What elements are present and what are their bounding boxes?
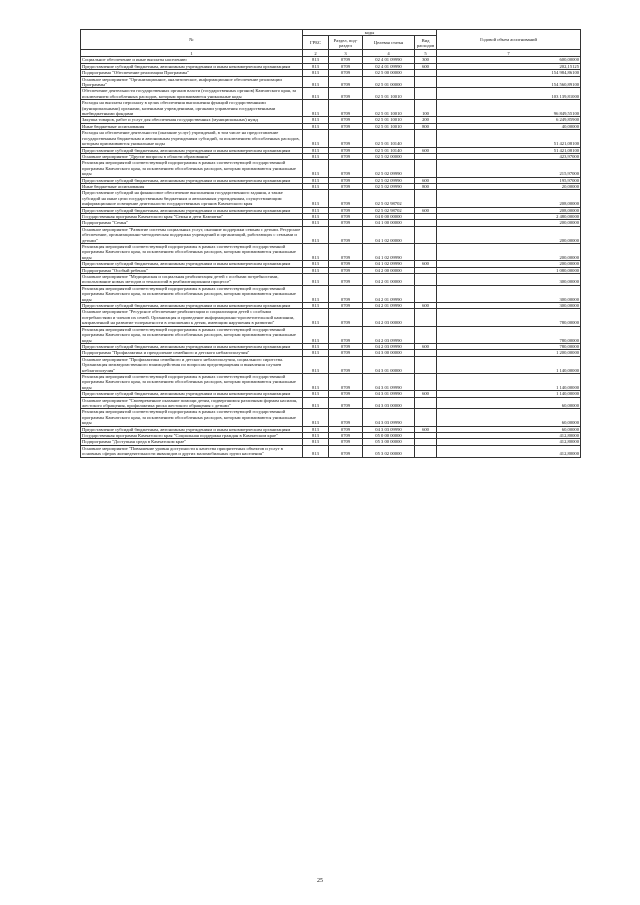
header-amount: Годовой объем ассигнований	[437, 30, 581, 50]
row-target: 05 3 02 00000	[363, 445, 415, 457]
header-codes: коды	[303, 30, 437, 36]
row-vr: 600	[415, 207, 437, 213]
row-target: 04 2 03 09990	[363, 326, 415, 343]
row-target: 02 5 02 98702	[363, 190, 415, 207]
row-section: 0709	[329, 303, 363, 309]
row-vr	[415, 160, 437, 177]
row-amount: 195,97000	[437, 177, 581, 183]
row-section: 0709	[329, 153, 363, 159]
row-name: Предоставление субсидий бюджетным, автономным учреждениям и иным некоммерческим организациям	[81, 207, 303, 213]
row-amount: 202,15125	[437, 63, 581, 69]
row-vr	[415, 226, 437, 243]
row-target: 04 3 00 00000	[363, 350, 415, 356]
row-name: Основное мероприятие "Другие вопросы в области образования"	[81, 153, 303, 159]
header-target: Целевая статья	[363, 36, 415, 50]
row-name: Реализация мероприятий соответствующей подпрограммы в рамках соответствующей государственной программы Камчатского края, за исключением обособленных расходов, которым присваиваются уникальные коды	[81, 373, 303, 390]
row-grbs: 813	[303, 303, 329, 309]
row-amount: 40,00000	[437, 123, 581, 129]
row-vr	[415, 397, 437, 409]
column-number-row	[81, 50, 581, 57]
row-target: 02 5 02 09990	[363, 177, 415, 183]
row-vr: 600	[415, 426, 437, 432]
row-name: Расходы на выплаты персоналу в целях обеспечения выполнения функций государственными (муниципальными) органами, казенными учреждениями, органами управления государственными внебюджетными фондами	[81, 100, 303, 117]
row-vr: 600	[415, 303, 437, 309]
row-amount: 300,00000	[437, 274, 581, 286]
table-row	[81, 397, 581, 409]
row-grbs: 813	[303, 123, 329, 129]
row-name: Государственная программа Камчатского края "Семья и дети Камчатки"	[81, 213, 303, 219]
row-target: 04 2 01 00000	[363, 274, 415, 286]
row-name: Основное мероприятие "Развитие системы социальных услуг, оказание поддержки семьям с детьми. Ресурсное обеспечение, организационно-методическая поддержка учреждений и организаций, работающих с семьями и детьми"	[81, 226, 303, 243]
row-amount: 60,00000	[437, 426, 581, 432]
row-vr: 600	[415, 261, 437, 267]
row-section: 0709	[329, 213, 363, 219]
row-vr: 800	[415, 183, 437, 189]
row-section: 0709	[329, 226, 363, 243]
row-section: 0709	[329, 123, 363, 129]
row-vr: 200	[415, 117, 437, 123]
row-target: 04 3 01 09990	[363, 373, 415, 390]
row-grbs: 813	[303, 153, 329, 159]
row-amount: 1 140,00000	[437, 356, 581, 373]
budget-table	[80, 29, 581, 458]
row-amount: 208,00000	[437, 207, 581, 213]
header-section: Раздел, под-раздел	[329, 36, 363, 50]
row-grbs: 813	[303, 88, 329, 100]
row-grbs: 813	[303, 183, 329, 189]
row-section: 0709	[329, 267, 363, 273]
row-section: 0709	[329, 285, 363, 302]
row-name: Расходы на обеспечение деятельности (оказание услуг) учреждений, в том числе на предоставление государственным бюджетным и автономным учреждениям субсидий, за исключением обособленных расходов, которым присваиваются уникальные коды	[81, 130, 303, 147]
row-vr: 600	[415, 391, 437, 397]
row-section: 0709	[329, 343, 363, 349]
row-name: Основное мероприятие "Организационное, аналитическое, информационное обеспечение реализации Программы"	[81, 76, 303, 88]
row-vr	[415, 326, 437, 343]
row-name: Иные бюджетные ассигнования	[81, 123, 303, 129]
row-grbs: 813	[303, 439, 329, 445]
row-name: Социальное обеспечение и иные выплаты населению	[81, 57, 303, 63]
table-row	[81, 309, 581, 326]
row-vr	[415, 76, 437, 88]
row-target: 04 2 01 09990	[363, 285, 415, 302]
table-row	[81, 373, 581, 390]
row-target: 04 3 03 09990	[363, 426, 415, 432]
row-grbs: 813	[303, 409, 329, 426]
row-name: Государственная программа Камчатского края "Социальная поддержка граждан в Камчатском крае"	[81, 433, 303, 439]
table-row	[81, 285, 581, 302]
row-section: 0709	[329, 70, 363, 76]
row-amount: 412,80000	[437, 433, 581, 439]
row-vr: 600	[415, 147, 437, 153]
row-name: Подпрограмма "Профилактика и преодоление семейного и детского неблагополучия"	[81, 350, 303, 356]
row-target: 04 2 03 00000	[363, 309, 415, 326]
row-grbs: 813	[303, 391, 329, 397]
row-vr	[415, 274, 437, 286]
row-amount: 780,00000	[437, 309, 581, 326]
row-target: 02 5 02 00000	[363, 153, 415, 159]
row-amount: 6 249,85900	[437, 117, 581, 123]
column-number: 4	[363, 50, 415, 57]
row-name: Предоставление субсидий бюджетным, автономным учреждениям и иным некоммерческим организациям	[81, 426, 303, 432]
row-grbs: 813	[303, 356, 329, 373]
row-target: 04 2 00 00000	[363, 267, 415, 273]
row-section: 0709	[329, 439, 363, 445]
table-row	[81, 160, 581, 177]
row-section: 0709	[329, 63, 363, 69]
row-name: Реализация мероприятий соответствующей подпрограммы в рамках соответствующей государственной программы Камчатского края, за исключением обособленных расходов, которым присваиваются уникальные коды	[81, 326, 303, 343]
row-amount: 412,80000	[437, 439, 581, 445]
row-name: Реализация мероприятий соответствующей подпрограммы в рамках соответствующей государственной программы Камчатского края, за исключением обособленных расходов, которым присваиваются уникальные коды	[81, 409, 303, 426]
row-grbs: 813	[303, 63, 329, 69]
row-section: 0709	[329, 373, 363, 390]
row-name: Предоставление субсидий бюджетным, автономным учреждениям и иным некоммерческим организациям	[81, 147, 303, 153]
row-vr	[415, 445, 437, 457]
row-grbs: 813	[303, 433, 329, 439]
table-row	[81, 274, 581, 286]
row-target: 02 5 02 09990	[363, 183, 415, 189]
row-grbs: 813	[303, 147, 329, 153]
row-name: Закупка товаров, работ и услуг для обеспечения государственных (муниципальных) нужд	[81, 117, 303, 123]
row-name: Обеспечение деятельности государственных органов власти (государственных органов) Камчатского края, за исключением обособленных расходов, которым присваиваются уникальные коды	[81, 88, 303, 100]
row-target: 05 0 00 00000	[363, 433, 415, 439]
row-amount: 780,00000	[437, 326, 581, 343]
row-grbs: 813	[303, 160, 329, 177]
row-vr: 600	[415, 63, 437, 69]
row-vr: 300	[415, 57, 437, 63]
row-target: 02 5 01 10140	[363, 130, 415, 147]
row-amount: 51 421,08100	[437, 147, 581, 153]
row-amount: 200,00000	[437, 244, 581, 261]
row-grbs: 813	[303, 350, 329, 356]
row-amount: 412,80000	[437, 445, 581, 457]
row-amount: 20,00000	[437, 183, 581, 189]
row-amount: 1 140,00000	[437, 391, 581, 397]
row-grbs: 813	[303, 100, 329, 117]
row-grbs: 813	[303, 326, 329, 343]
row-section: 0709	[329, 57, 363, 63]
row-amount: 200,00000	[437, 261, 581, 267]
row-vr: 800	[415, 123, 437, 129]
row-target: 04 3 01 09990	[363, 391, 415, 397]
row-name: Подпрограмма "Доступная среда в Камчатском крае"	[81, 439, 303, 445]
row-target: 02 5 01 10010	[363, 123, 415, 129]
row-grbs: 813	[303, 343, 329, 349]
row-grbs: 813	[303, 267, 329, 273]
row-name: Основное мероприятие "Профилактика семейного и детского неблагополучия, социального сиротства. Организация межведомственного взаимодействия по вопросам предотвращения и выявления случаев неблагополучия"	[81, 356, 303, 373]
row-vr	[415, 88, 437, 100]
row-name: Подпрограмма "Особый ребенок"	[81, 267, 303, 273]
row-name: Реализация мероприятий соответствующей подпрограммы в рамках соответствующей государственной программы Камчатского края, за исключением обособленных расходов, которым присваиваются уникальные коды	[81, 285, 303, 302]
row-amount: 600,00000	[437, 57, 581, 63]
row-amount: 51 421,08100	[437, 130, 581, 147]
row-target: 04 1 00 00000	[363, 220, 415, 226]
table-row	[81, 326, 581, 343]
row-amount: 200,00000	[437, 226, 581, 243]
table-row	[81, 130, 581, 147]
row-name: Иные бюджетные ассигнования	[81, 183, 303, 189]
row-target: 04 3 03 09990	[363, 409, 415, 426]
row-name: Предоставление субсидий бюджетным, автономным учреждениям и иным некоммерческим организациям	[81, 391, 303, 397]
row-name: Предоставление субсидий на финансовое обеспечение выполнения государственного задания, а также субсидий на иные цели государственным бюджетным и автономным учреждениям, осуществляющим информационное освещение деятельности государственных органов Камчатского края	[81, 190, 303, 207]
row-target: 05 3 00 00000	[363, 439, 415, 445]
row-name: Основное мероприятие "Повышение уровня доступности к качества приоритетных объектов и услуг в основных сферах жизнедеятельности инвалидов и других маломобильных групп населения"	[81, 445, 303, 457]
row-target: 02 5 01 10010	[363, 100, 415, 117]
row-vr	[415, 190, 437, 207]
row-section: 0709	[329, 426, 363, 432]
row-grbs: 813	[303, 426, 329, 432]
table-row	[81, 226, 581, 243]
row-target: 04 0 00 00000	[363, 213, 415, 219]
table-row	[81, 190, 581, 207]
row-amount: 423,97000	[437, 153, 581, 159]
row-target: 04 1 02 00000	[363, 226, 415, 243]
row-vr	[415, 285, 437, 302]
row-section: 0709	[329, 261, 363, 267]
row-amount: 60,00000	[437, 409, 581, 426]
row-grbs: 813	[303, 244, 329, 261]
row-section: 0709	[329, 147, 363, 153]
row-target: 02 5 00 00000	[363, 70, 415, 76]
row-vr: 600	[415, 343, 437, 349]
column-number: 3	[329, 50, 363, 57]
row-grbs: 813	[303, 190, 329, 207]
row-name: Предоставление субсидий бюджетным, автономным учреждениям и иным некоммерческим организациям	[81, 303, 303, 309]
row-target: 04 1 02 09990	[363, 261, 415, 267]
table-row	[81, 76, 581, 88]
row-grbs: 813	[303, 220, 329, 226]
row-target: 02 5 01 10140	[363, 147, 415, 153]
row-amount: 154 560,89100	[437, 76, 581, 88]
row-amount: 780,00000	[437, 343, 581, 349]
column-number: 5	[415, 50, 437, 57]
row-amount: 96 849,55100	[437, 100, 581, 117]
table-row	[81, 244, 581, 261]
column-number: 1	[81, 50, 303, 57]
row-name: Основное мероприятие "Ресурсное обеспечение реабилитации и социализации детей с особыми потребностями и членов их семей. Организация и проведение информационно-просветительской кампании, направленной на развитие толерантности в отношении к детям, имеющим нарушения в развитии"	[81, 309, 303, 326]
row-amount: 60,00000	[437, 397, 581, 409]
column-number: 2	[303, 50, 329, 57]
row-section: 0709	[329, 88, 363, 100]
row-target: 04 2 03 09990	[363, 343, 415, 349]
header-vr: Вид расходов	[415, 36, 437, 50]
row-amount: 300,00000	[437, 303, 581, 309]
table-body	[81, 57, 581, 457]
row-amount: 1 140,00000	[437, 373, 581, 390]
row-section: 0709	[329, 117, 363, 123]
row-name: Предоставление субсидий бюджетным, автономным учреждениям и иным некоммерческим организациям	[81, 343, 303, 349]
row-grbs: 813	[303, 130, 329, 147]
row-target: 02 5 01 10010	[363, 88, 415, 100]
row-target: 02 4 01 09990	[363, 63, 415, 69]
row-grbs: 813	[303, 207, 329, 213]
row-amount: 2 480,00000	[437, 213, 581, 219]
row-name: Основное мероприятие "Медицинская и социальная реабилитация детей с особыми потребностями, использование новых методов и технологий в реабилитационном процессе"	[81, 274, 303, 286]
row-section: 0709	[329, 130, 363, 147]
row-grbs: 813	[303, 213, 329, 219]
row-vr	[415, 409, 437, 426]
row-grbs: 813	[303, 70, 329, 76]
row-section: 0709	[329, 100, 363, 117]
table-row	[81, 409, 581, 426]
row-target: 02 5 01 10010	[363, 117, 415, 123]
row-grbs: 813	[303, 285, 329, 302]
row-grbs: 813	[303, 57, 329, 63]
row-vr	[415, 356, 437, 373]
row-grbs: 813	[303, 117, 329, 123]
row-name: Подпрограмма "Семья"	[81, 220, 303, 226]
row-vr: 100	[415, 100, 437, 117]
row-name: Подпрограмма "Обеспечение реализации Программы"	[81, 70, 303, 76]
row-amount: 103 139,81000	[437, 88, 581, 100]
row-amount: 154 984,86100	[437, 70, 581, 76]
row-name: Реализация мероприятий соответствующей подпрограммы в рамках соответствующей государственной программы Камчатского края, за исключением обособленных расходов, которым присваиваются уникальные коды	[81, 244, 303, 261]
row-vr	[415, 309, 437, 326]
row-section: 0709	[329, 190, 363, 207]
row-section: 0709	[329, 207, 363, 213]
row-grbs: 813	[303, 261, 329, 267]
row-grbs: 813	[303, 274, 329, 286]
row-target: 02 5 02 09990	[363, 160, 415, 177]
row-section: 0709	[329, 244, 363, 261]
row-section: 0709	[329, 274, 363, 286]
row-target: 02 5 01 00000	[363, 76, 415, 88]
row-target: 02 5 02 98702	[363, 207, 415, 213]
row-amount: 300,00000	[437, 285, 581, 302]
row-amount: 1 080,00000	[437, 267, 581, 273]
row-name: Основное мероприятие "Своевременное оказание помощи детям, подвергшимся различным формам насилия, жестокого обращения, профилактика риска жестокого обращения с детьми"	[81, 397, 303, 409]
row-section: 0709	[329, 433, 363, 439]
row-grbs: 813	[303, 226, 329, 243]
row-grbs: 813	[303, 397, 329, 409]
row-name: Предоставление субсидий бюджетным, автономным учреждениям и иным некоммерческим организациям	[81, 63, 303, 69]
row-name: Предоставление субсидий бюджетным, автономным учреждениям и иным некоммерческим организациям	[81, 261, 303, 267]
row-section: 0709	[329, 177, 363, 183]
row-section: 0709	[329, 326, 363, 343]
row-section: 0709	[329, 445, 363, 457]
row-vr	[415, 130, 437, 147]
row-grbs: 813	[303, 373, 329, 390]
header-num: №	[81, 30, 303, 50]
table-row	[81, 100, 581, 117]
row-target: 04 3 01 00000	[363, 356, 415, 373]
header-grbs: ГРБС	[303, 36, 329, 50]
row-section: 0709	[329, 160, 363, 177]
row-target: 04 2 01 09990	[363, 303, 415, 309]
row-section: 0709	[329, 397, 363, 409]
row-grbs: 813	[303, 309, 329, 326]
row-target: 04 3 03 00000	[363, 397, 415, 409]
row-section: 0709	[329, 391, 363, 397]
row-section: 0709	[329, 356, 363, 373]
column-number: 7	[437, 50, 581, 57]
row-grbs: 813	[303, 177, 329, 183]
row-amount: 208,00000	[437, 190, 581, 207]
row-section: 0709	[329, 409, 363, 426]
row-section: 0709	[329, 76, 363, 88]
row-section: 0709	[329, 220, 363, 226]
row-target: 02 4 01 09990	[363, 57, 415, 63]
row-amount: 1 200,00000	[437, 350, 581, 356]
row-amount: 200,00000	[437, 220, 581, 226]
row-vr: 600	[415, 177, 437, 183]
table-row	[81, 88, 581, 100]
row-name: Реализация мероприятий соответствующей подпрограммы в рамках соответствующей государственной программы Камчатского края, за исключением обособленных расходов, которым присваиваются уникальные коды	[81, 160, 303, 177]
row-section: 0709	[329, 350, 363, 356]
row-grbs: 813	[303, 445, 329, 457]
table-row	[81, 356, 581, 373]
table-row	[81, 445, 581, 457]
row-vr	[415, 373, 437, 390]
row-name: Предоставление субсидий бюджетным, автономным учреждениям и иным некоммерческим организациям	[81, 177, 303, 183]
page-number: 25	[317, 878, 323, 884]
row-target: 04 1 02 09990	[363, 244, 415, 261]
row-section: 0709	[329, 183, 363, 189]
row-vr	[415, 244, 437, 261]
row-section: 0709	[329, 309, 363, 326]
row-amount: 215,97000	[437, 160, 581, 177]
row-grbs: 813	[303, 76, 329, 88]
